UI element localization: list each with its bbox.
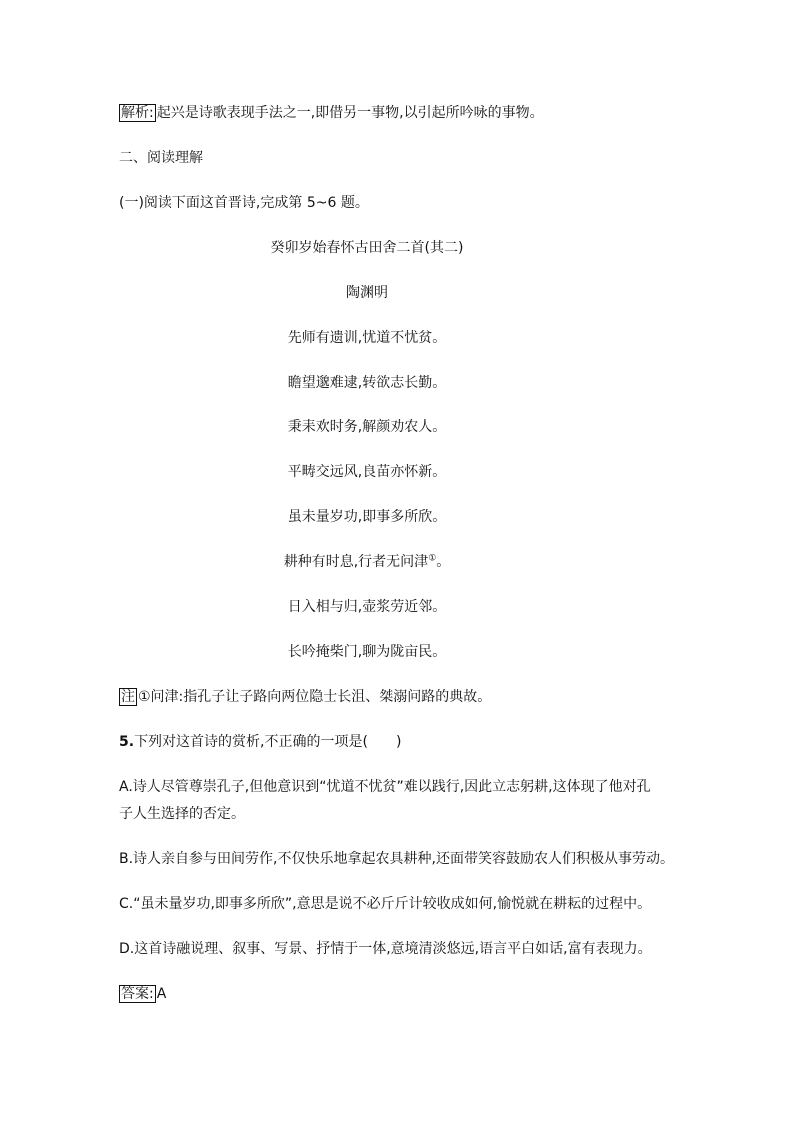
poem-line-2: 瞻望邈难逮,转欲志长勤。 (287, 375, 447, 391)
poem-line-1: 先师有遗训,忧道不忧贫。 (287, 330, 447, 346)
poem-line-6-text: 耕种有时息,行者无问津 (283, 554, 429, 570)
poem-line-3: 秉耒欢时务,解颜劝农人。 (287, 419, 447, 435)
poem-line-6 (0, 553, 734, 571)
poem-author: 陶渊明 (346, 285, 388, 301)
option-c: C.“虽未量岁功,即事多所欣”,意思是说不必斤斤计较收成如何,愉悦就在耕耘的过程中。 (119, 896, 652, 912)
question-stem: 下列对这首诗的赏析,不正确的一项是( ) (134, 734, 402, 750)
option-b: B.诗人亲自参与田间劳作,不仅快乐地拿起农具耕种,还面带笑容鼓励农人们积极从事劳动。 (119, 851, 674, 867)
section-heading: 二、阅读理解 (119, 150, 203, 166)
option-a-line-1: A.诗人尽管尊崇孔子,但他意识到“忧道不忧贫”难以践行,因此立志躬耕,这体现了他对孔 (119, 779, 651, 795)
answer-label: 答案: (121, 986, 154, 1002)
question-number: 5. (119, 734, 135, 750)
answer-line (119, 985, 166, 1003)
poem-line-4: 平畴交远风,良苗亦怀新。 (287, 464, 447, 480)
poem-line-5: 虽未量岁功,即事多所欣。 (287, 509, 447, 525)
answer-value: A (156, 986, 167, 1002)
poem-title: 癸卯岁始春怀古田舍二首(其二) (270, 240, 464, 256)
poem-line-7: 日入相与归,壶浆劳近邻。 (287, 599, 447, 615)
note-label: 注 (121, 689, 135, 705)
analysis-text: 起兴是诗歌表现手法之一,即借另一事物,以引起所吟咏的事物。 (156, 105, 544, 121)
poem-line-8: 长吟掩柴门,聊为陇亩民。 (287, 644, 447, 660)
note-line (119, 688, 491, 706)
option-a-line-2: 子人生选择的否定。 (119, 806, 245, 822)
analysis-line (119, 104, 544, 122)
option-d: D.这首诗融说理、叙事、写景、抒情于一体,意境清淡悠远,语言平白如话,富有表现力。 (119, 941, 652, 957)
note-text: ①问津:指孔子让子路向两位隐士长沮、桀溺问路的典故。 (138, 689, 492, 705)
poem-line-6-punct: 。 (436, 554, 451, 570)
reading-instruction: (一)阅读下面这首晋诗,完成第 5~6 题。 (119, 195, 369, 211)
question-5-stem-line (119, 733, 401, 751)
analysis-label: 解析: (121, 105, 154, 121)
footnote-marker: ① (428, 553, 437, 564)
